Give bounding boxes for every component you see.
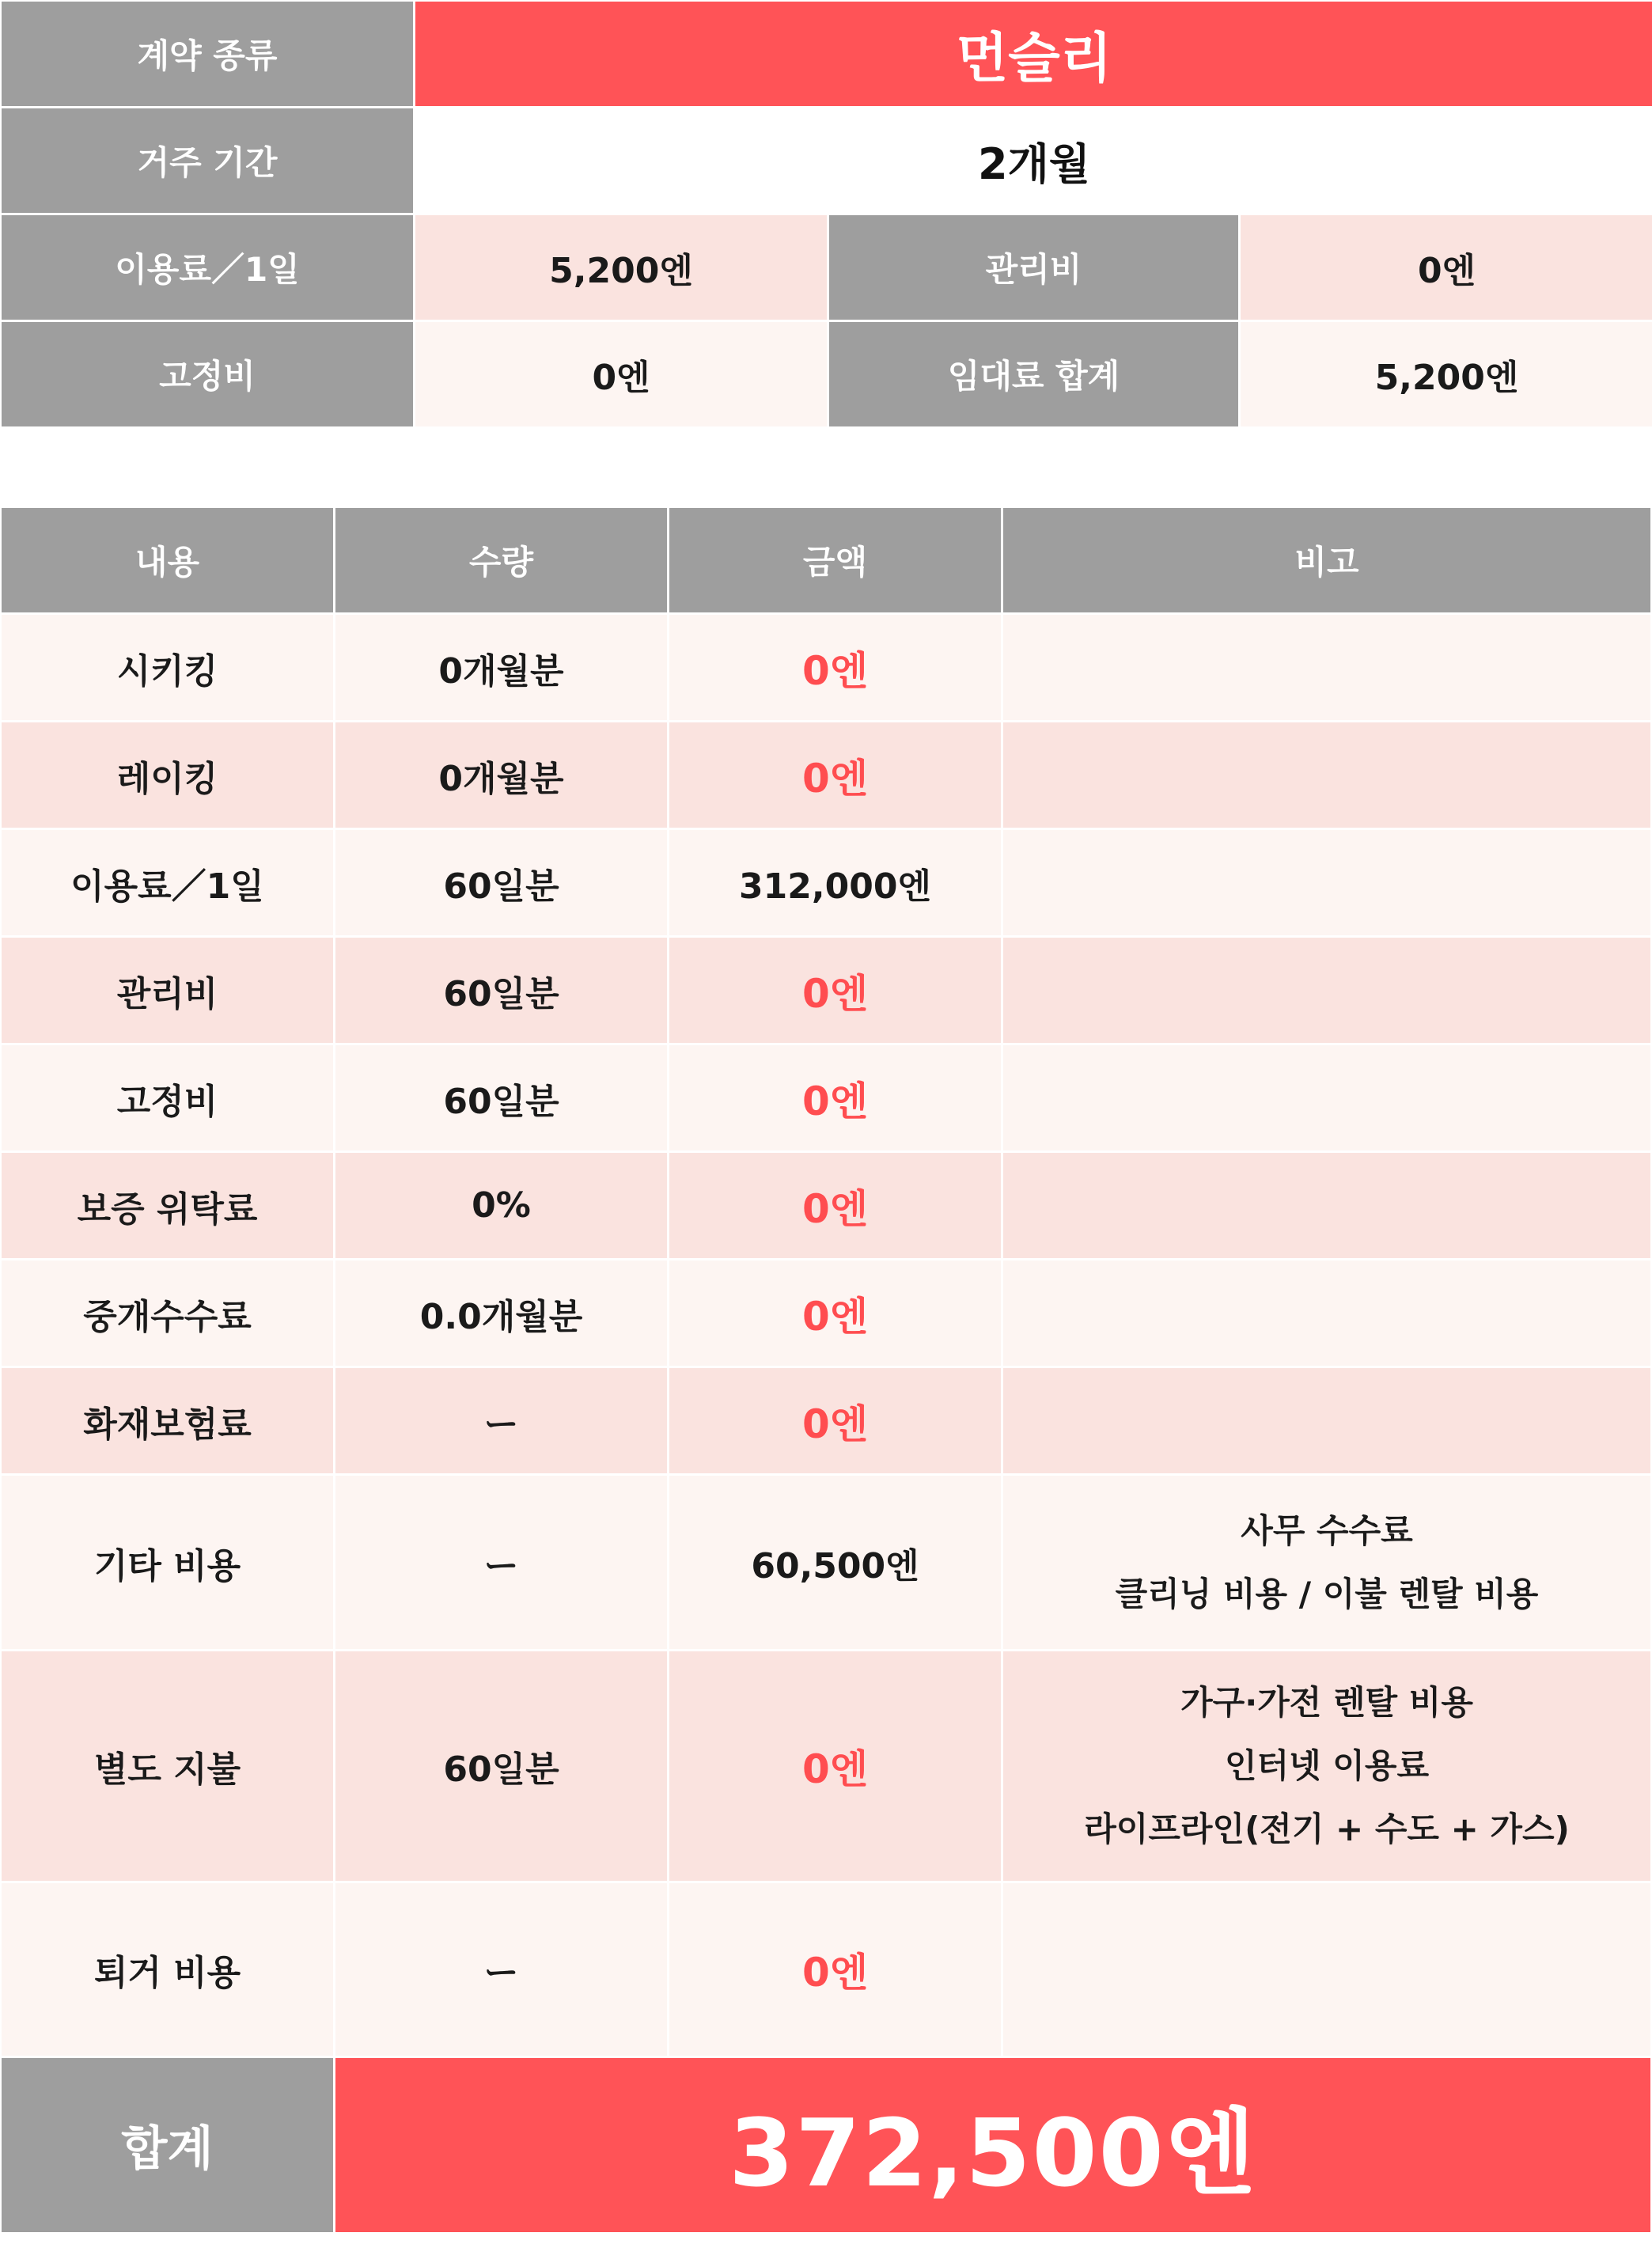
- note-line: 인터넷 이용료: [1224, 1746, 1430, 1785]
- daily-fee-value: 5,200엔: [415, 215, 827, 320]
- row-quantity: 60일분: [335, 1045, 667, 1150]
- total-label: 합계: [2, 2058, 333, 2232]
- note-line: 가구·가전 렌탈 비용: [1180, 1683, 1473, 1722]
- row-notes: [1003, 1368, 1650, 1473]
- row-amount-zero: 0엔: [669, 1045, 1001, 1150]
- row-quantity: 60일분: [335, 938, 667, 1043]
- cost-breakdown-table: [2, 508, 1650, 2232]
- row-quantity: 0.0개월분: [335, 1260, 667, 1366]
- row-quantity: 60일분: [335, 1651, 667, 1881]
- row-amount-zero: 0엔: [669, 1651, 1001, 1881]
- total-value: 372,500엔: [335, 2058, 1650, 2232]
- row-notes: [1003, 938, 1650, 1043]
- row-quantity: ー: [335, 1476, 667, 1649]
- note-line: 라이프라인(전기 + 수도 + 가스): [1084, 1810, 1570, 1848]
- note-line: 클리닝 비용 / 이불 렌탈 비용: [1115, 1574, 1539, 1613]
- row-notes: [1003, 1476, 1650, 1649]
- row-quantity: 0개월분: [335, 722, 667, 828]
- contract-type-value: 먼슬리: [415, 2, 1652, 106]
- row-amount: 312,000엔: [669, 830, 1001, 935]
- row-notes: [1003, 1260, 1650, 1366]
- row-amount-zero: 0엔: [669, 1153, 1001, 1258]
- row-content: 관리비: [2, 938, 333, 1043]
- rent-total-value: 5,200엔: [1241, 322, 1652, 426]
- row-content: 레이킹: [2, 722, 333, 828]
- row-content: 기타 비용: [2, 1476, 333, 1649]
- row-content: 중개수수료: [2, 1260, 333, 1366]
- note-line: 사무 수수료: [1241, 1511, 1413, 1550]
- row-notes: [1003, 1045, 1650, 1150]
- row-content: 고정비: [2, 1045, 333, 1150]
- row-content: 퇴거 비용: [2, 1883, 333, 2056]
- stay-period-value: 2개월: [415, 108, 1652, 213]
- management-fee-label: 관리비: [829, 215, 1238, 320]
- header-amount: 금액: [669, 508, 1001, 612]
- stay-period-label: 거주 기간: [2, 108, 413, 213]
- row-amount-zero: 0엔: [669, 615, 1001, 720]
- row-quantity: 0%: [335, 1153, 667, 1258]
- row-notes: [1003, 1883, 1650, 2056]
- header-notes: 비고: [1003, 508, 1650, 612]
- row-amount-zero: 0엔: [669, 1260, 1001, 1366]
- header-quantity: 수량: [335, 508, 667, 612]
- row-content: 시키킹: [2, 615, 333, 720]
- row-quantity: ー: [335, 1883, 667, 2056]
- row-content: 이용료／1일: [2, 830, 333, 935]
- row-amount: 60,500엔: [669, 1476, 1001, 1649]
- row-amount-zero: 0엔: [669, 1368, 1001, 1473]
- row-content: 보증 위탁료: [2, 1153, 333, 1258]
- rent-total-label: 임대료 합계: [829, 322, 1238, 426]
- row-amount-zero: 0엔: [669, 938, 1001, 1043]
- contract-type-label: 계약 종류: [2, 2, 413, 106]
- row-content: 화재보험료: [2, 1368, 333, 1473]
- row-notes: [1003, 1651, 1650, 1881]
- row-content: 별도 지불: [2, 1651, 333, 1881]
- fixed-fee-label: 고정비: [2, 322, 413, 426]
- fixed-fee-value: 0엔: [415, 322, 827, 426]
- summary-table: [2, 2, 1650, 426]
- row-notes: [1003, 1153, 1650, 1258]
- row-notes: [1003, 830, 1650, 935]
- row-quantity: ー: [335, 1368, 667, 1473]
- row-notes: [1003, 722, 1650, 828]
- daily-fee-label: 이용료／1일: [2, 215, 413, 320]
- management-fee-value: 0엔: [1241, 215, 1652, 320]
- row-quantity: 60일분: [335, 830, 667, 935]
- row-notes: [1003, 615, 1650, 720]
- row-quantity: 0개월분: [335, 615, 667, 720]
- header-content: 내용: [2, 508, 333, 612]
- row-amount-zero: 0엔: [669, 722, 1001, 828]
- row-amount-zero: 0엔: [669, 1883, 1001, 2056]
